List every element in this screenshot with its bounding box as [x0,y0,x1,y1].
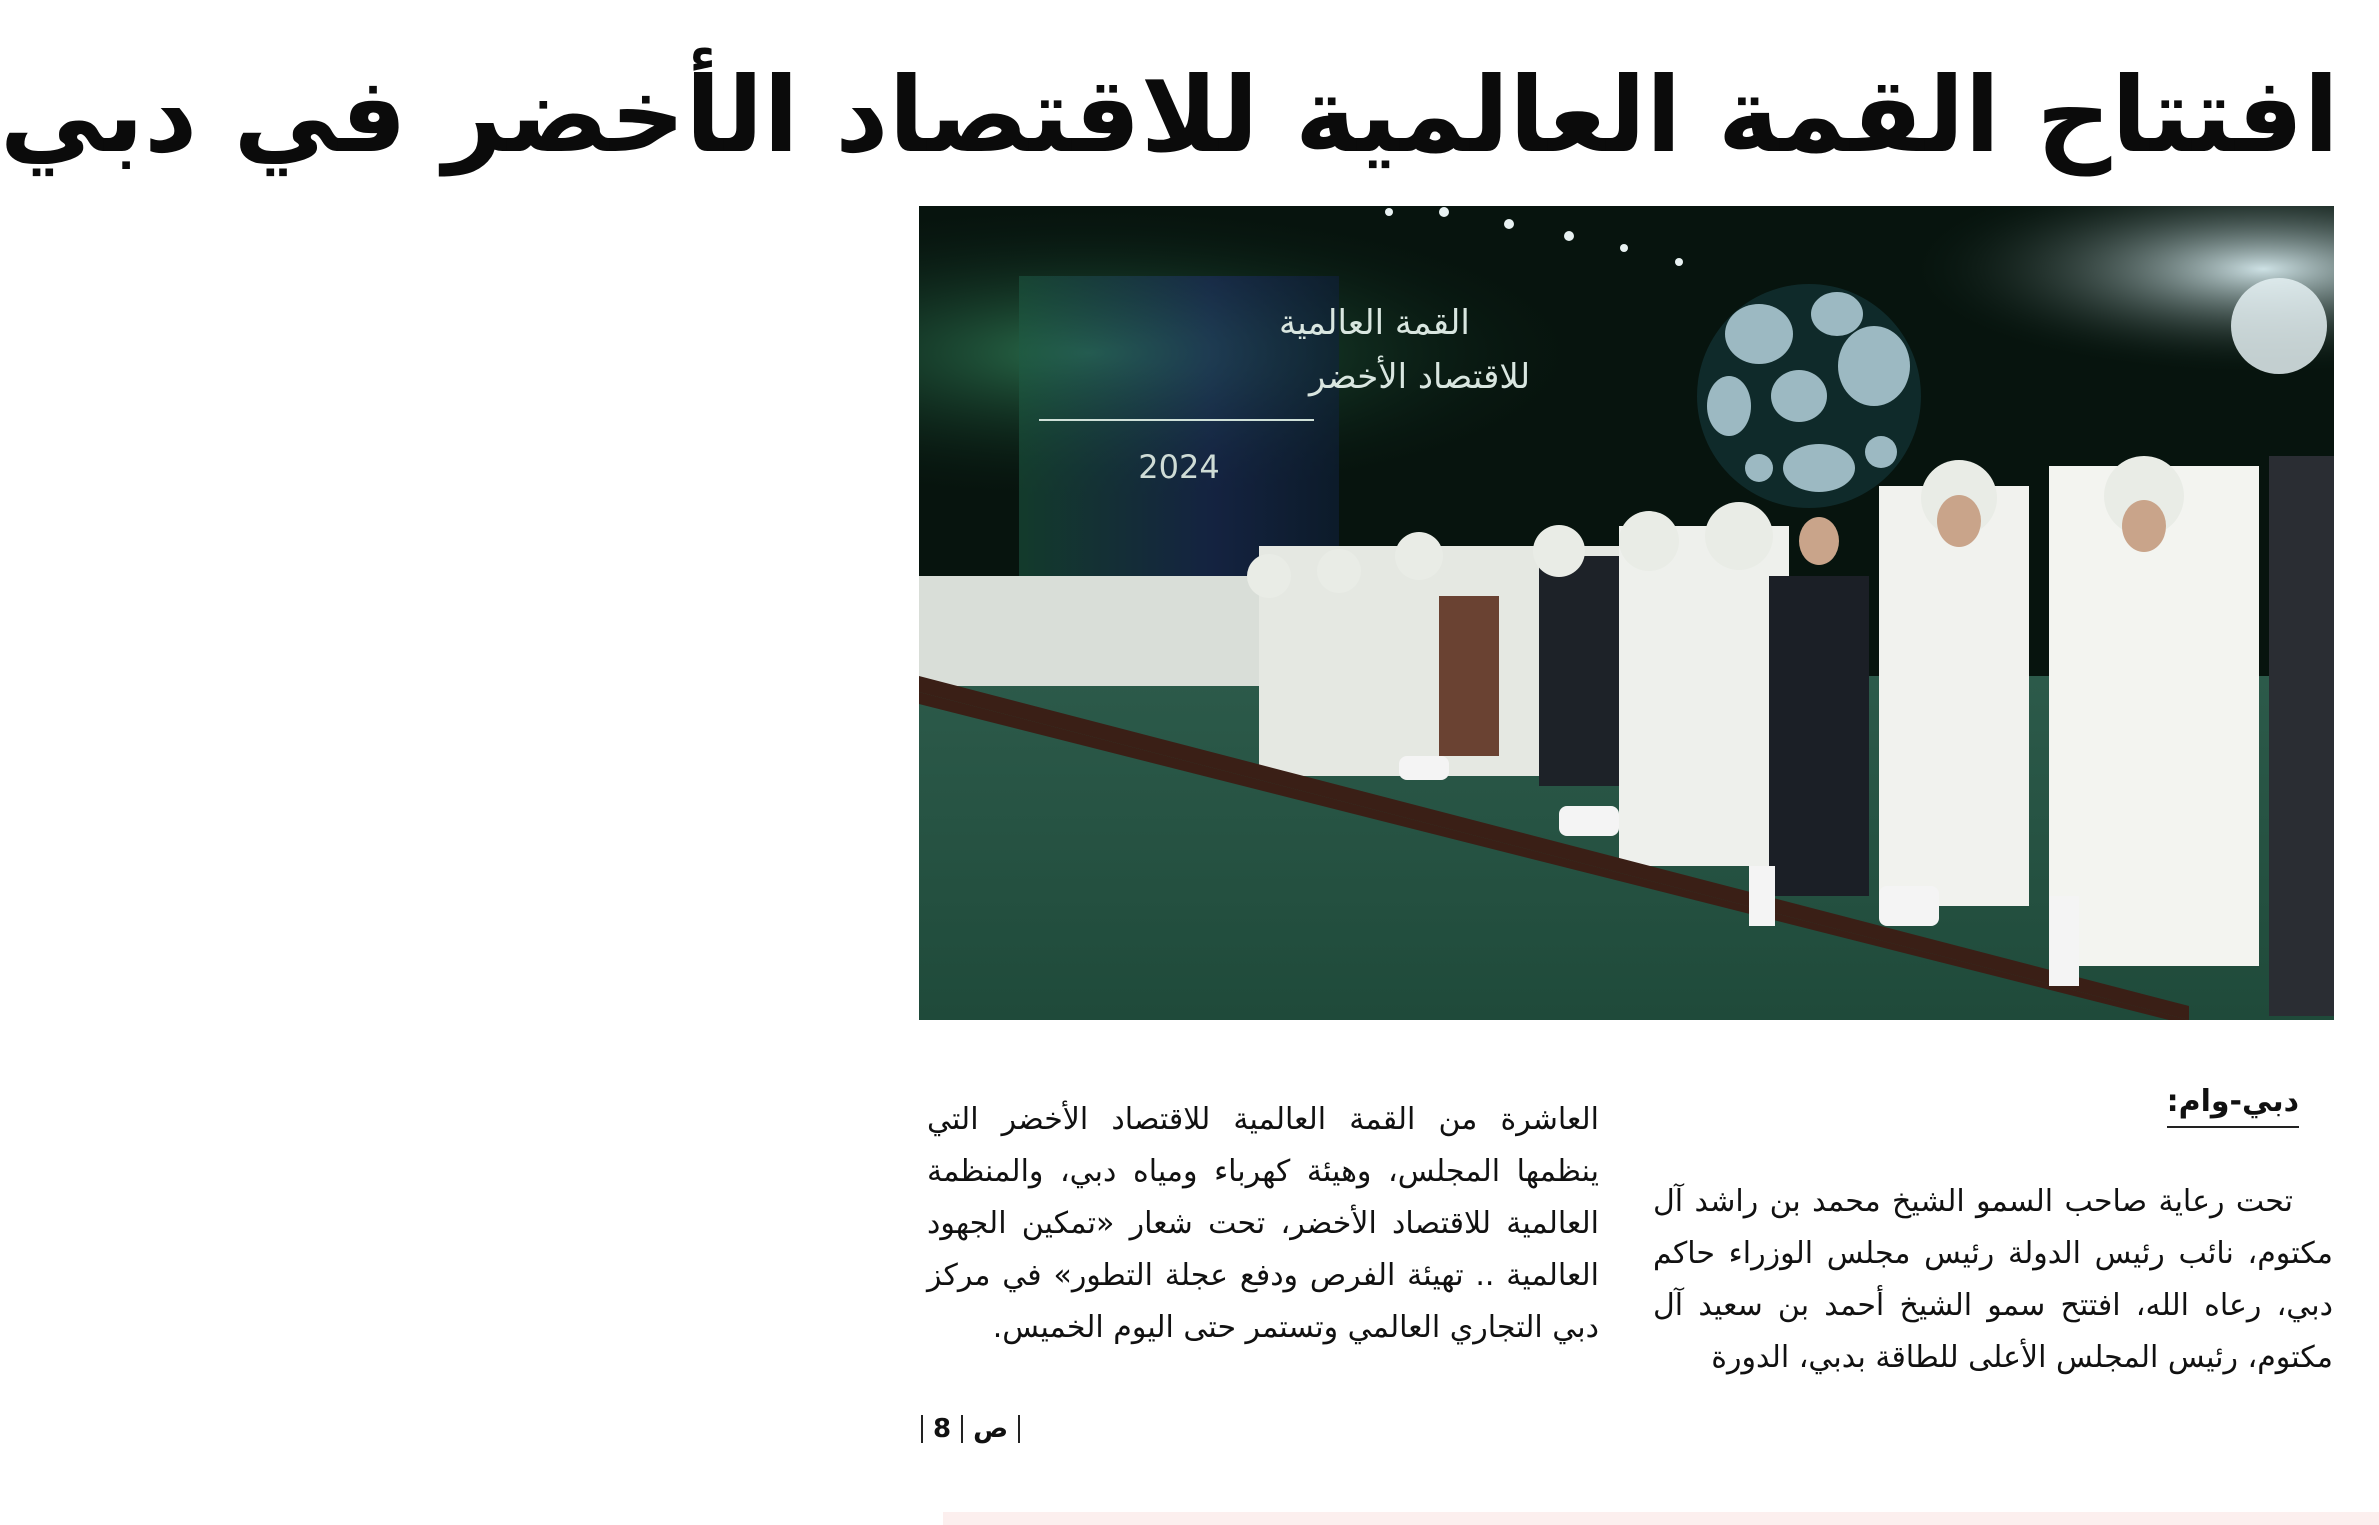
event-photo [919,206,2334,1020]
folio-divider [1018,1415,1020,1443]
folio-label: ص [973,1414,1009,1444]
banner-line-1: القمة العالمية [1279,303,1470,343]
banner-line-2: للاقتصاد الأخضر [1309,357,1531,397]
page-folio [921,1412,1020,1446]
headline: افتتاح القمة العالمية للاقتصاد الأخضر في دبي [0,54,2339,176]
banner-year: 2024 [1138,448,1220,486]
folio-number: 8 [933,1414,952,1444]
photo-illustration [919,206,2334,1020]
summit-logo [1697,284,1921,508]
byline: دبي-وام: [2167,1082,2299,1128]
folio-divider [921,1415,923,1443]
folio-divider [961,1415,963,1443]
article-column-right: تحت رعاية صاحب السمو الشيخ محمد بن راشد آل مكتوم، نائب رئيس الدولة رئيس مجلس الوزراء حاكم دبي، رعاه الله، افتتح سمو الشيخ أحمد بن سعيد آل مكتوم، رئيس المجلس الأعلى للطاقة بدبي، الدورة [1653,1184,2333,1375]
article-column-left: العاشرة من القمة العالمية للاقتصاد الأخضر التي ينظمها المجلس، وهيئة كهرباء ومياه دبي، والمنظمة العالمية للاقتصاد الأخضر، تحت شعار «تمكين الجهود العالمية .. تهيئة الفرص ودفع عجلة التطور» في مركز دبي التجاري العالمي وتستمر حتى اليوم الخميس. [927,1102,1599,1345]
footer-band [943,1512,2379,1525]
